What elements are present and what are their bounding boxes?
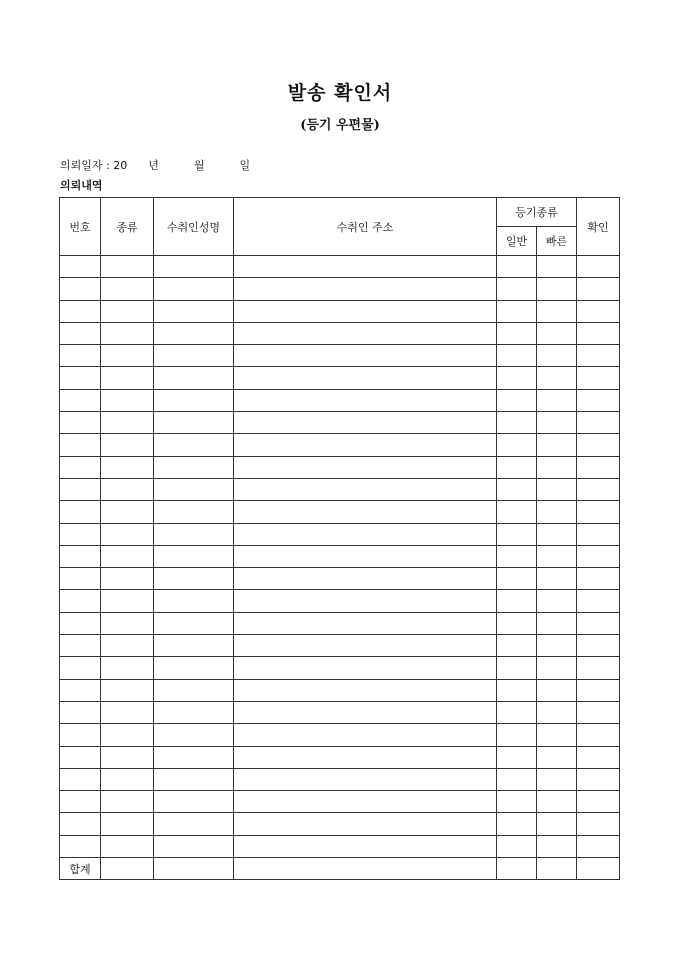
table-cell[interactable] xyxy=(60,835,101,857)
table-row xyxy=(60,724,620,746)
table-row xyxy=(60,612,620,634)
table-cell[interactable] xyxy=(101,434,154,456)
table-cell[interactable] xyxy=(497,389,537,411)
table-cell[interactable] xyxy=(234,300,497,322)
table-cell[interactable] xyxy=(537,612,577,634)
table-cell[interactable] xyxy=(234,389,497,411)
table-cell[interactable] xyxy=(537,635,577,657)
table-cell[interactable] xyxy=(154,367,234,389)
table-row xyxy=(60,746,620,768)
table-cell[interactable] xyxy=(497,679,537,701)
request-date-line xyxy=(60,157,250,173)
table-cell[interactable] xyxy=(577,434,620,456)
table-cell[interactable] xyxy=(537,345,577,367)
table-cell[interactable] xyxy=(234,724,497,746)
table-row xyxy=(60,657,620,679)
table-cell[interactable] xyxy=(577,278,620,300)
table-cell[interactable] xyxy=(60,724,101,746)
table-cell[interactable] xyxy=(537,523,577,545)
table-row xyxy=(60,278,620,300)
table-cell[interactable] xyxy=(60,679,101,701)
table-cell[interactable] xyxy=(154,746,234,768)
table-cell[interactable] xyxy=(234,835,497,857)
table-row xyxy=(60,813,620,835)
table-cell[interactable] xyxy=(497,345,537,367)
table-cell[interactable] xyxy=(234,345,497,367)
table-cell[interactable] xyxy=(537,434,577,456)
table-cell[interactable] xyxy=(577,256,620,278)
table-row xyxy=(60,456,620,478)
table-cell[interactable] xyxy=(234,590,497,612)
table-cell[interactable] xyxy=(234,568,497,590)
table-cell[interactable] xyxy=(577,545,620,567)
table-cell[interactable] xyxy=(577,345,620,367)
table-cell[interactable] xyxy=(577,456,620,478)
table-cell[interactable] xyxy=(60,256,101,278)
total-label: 합계 xyxy=(60,858,101,880)
table-cell[interactable] xyxy=(154,835,234,857)
table-cell[interactable] xyxy=(234,367,497,389)
header-confirm: 확인 xyxy=(577,198,620,256)
table-row xyxy=(60,367,620,389)
table-cell[interactable] xyxy=(101,791,154,813)
table-cell[interactable] xyxy=(101,367,154,389)
table-cell[interactable] xyxy=(154,590,234,612)
table-cell[interactable] xyxy=(577,701,620,723)
request-date-label: 의뢰일자 : 20 xyxy=(60,159,128,172)
table-cell[interactable] xyxy=(234,746,497,768)
table-cell[interactable] xyxy=(537,322,577,344)
table-cell[interactable] xyxy=(537,813,577,835)
table-row xyxy=(60,256,620,278)
total-cell[interactable] xyxy=(101,858,154,880)
table-cell[interactable] xyxy=(577,412,620,434)
table-cell[interactable] xyxy=(537,300,577,322)
total-cell[interactable] xyxy=(497,858,537,880)
table-row xyxy=(60,434,620,456)
table-row xyxy=(60,791,620,813)
table-cell[interactable] xyxy=(101,724,154,746)
table-cell[interactable] xyxy=(60,746,101,768)
table-cell[interactable] xyxy=(497,456,537,478)
table-cell[interactable] xyxy=(154,791,234,813)
table-cell[interactable] xyxy=(537,679,577,701)
table-cell[interactable] xyxy=(537,791,577,813)
table-cell[interactable] xyxy=(101,813,154,835)
table-cell[interactable] xyxy=(497,701,537,723)
header-registered-type: 등기종류 xyxy=(497,198,577,227)
table-cell[interactable] xyxy=(101,768,154,790)
table-cell[interactable] xyxy=(234,412,497,434)
table-cell[interactable] xyxy=(154,345,234,367)
table-cell[interactable] xyxy=(497,278,537,300)
table-cell[interactable] xyxy=(60,478,101,500)
header-general: 일반 xyxy=(497,227,537,256)
table-cell[interactable] xyxy=(101,300,154,322)
table-cell[interactable] xyxy=(497,568,537,590)
table-cell[interactable] xyxy=(101,835,154,857)
table-cell[interactable] xyxy=(537,590,577,612)
table-cell[interactable] xyxy=(537,835,577,857)
table-cell[interactable] xyxy=(577,501,620,523)
table-cell[interactable] xyxy=(234,478,497,500)
table-cell[interactable] xyxy=(577,590,620,612)
table-row xyxy=(60,635,620,657)
table-cell[interactable] xyxy=(101,612,154,634)
table-cell[interactable] xyxy=(577,389,620,411)
table-cell[interactable] xyxy=(234,322,497,344)
table-cell[interactable] xyxy=(154,545,234,567)
table-cell[interactable] xyxy=(154,322,234,344)
table-cell[interactable] xyxy=(60,701,101,723)
table-row xyxy=(60,590,620,612)
table-cell[interactable] xyxy=(537,389,577,411)
table-row xyxy=(60,545,620,567)
table-cell[interactable] xyxy=(101,545,154,567)
table-cell[interactable] xyxy=(234,278,497,300)
table-cell[interactable] xyxy=(497,501,537,523)
table-cell[interactable] xyxy=(537,478,577,500)
table-cell[interactable] xyxy=(537,724,577,746)
table-cell[interactable] xyxy=(101,322,154,344)
table-cell[interactable] xyxy=(234,523,497,545)
table-cell[interactable] xyxy=(101,657,154,679)
table-cell[interactable] xyxy=(577,523,620,545)
month-unit: 월 xyxy=(193,159,205,172)
table-row xyxy=(60,701,620,723)
table-cell[interactable] xyxy=(234,635,497,657)
table-cell[interactable] xyxy=(154,412,234,434)
table-cell[interactable] xyxy=(234,701,497,723)
table-row xyxy=(60,523,620,545)
table-cell[interactable] xyxy=(497,724,537,746)
table-row xyxy=(60,389,620,411)
day-unit: 일 xyxy=(239,159,251,172)
request-details-label: 의뢰내역 xyxy=(60,179,103,192)
table-cell[interactable] xyxy=(60,412,101,434)
table-cell[interactable] xyxy=(497,746,537,768)
table-cell[interactable] xyxy=(577,768,620,790)
table-cell[interactable] xyxy=(154,813,234,835)
table-cell[interactable] xyxy=(60,389,101,411)
header-number: 번호 xyxy=(60,198,101,256)
total-cell[interactable] xyxy=(154,858,234,880)
table-cell[interactable] xyxy=(101,478,154,500)
table-cell[interactable] xyxy=(497,657,537,679)
total-cell[interactable] xyxy=(537,858,577,880)
table-cell[interactable] xyxy=(154,256,234,278)
table-cell[interactable] xyxy=(154,278,234,300)
document-title: 발송 확인서 xyxy=(287,82,393,104)
table-cell[interactable] xyxy=(497,523,537,545)
table-cell[interactable] xyxy=(234,456,497,478)
table-row xyxy=(60,300,620,322)
table-cell[interactable] xyxy=(154,501,234,523)
table-cell[interactable] xyxy=(577,835,620,857)
table-cell[interactable] xyxy=(60,657,101,679)
table-cell[interactable] xyxy=(537,768,577,790)
table-cell[interactable] xyxy=(101,345,154,367)
table-cell[interactable] xyxy=(101,679,154,701)
table-cell[interactable] xyxy=(497,434,537,456)
table-cell[interactable] xyxy=(154,679,234,701)
table-cell[interactable] xyxy=(234,813,497,835)
table-cell[interactable] xyxy=(101,635,154,657)
table-cell[interactable] xyxy=(497,367,537,389)
table-cell[interactable] xyxy=(577,367,620,389)
table-cell[interactable] xyxy=(577,568,620,590)
table-cell[interactable] xyxy=(154,701,234,723)
table-cell[interactable] xyxy=(101,523,154,545)
table-cell[interactable] xyxy=(60,590,101,612)
table-cell[interactable] xyxy=(577,679,620,701)
table-cell[interactable] xyxy=(154,768,234,790)
table-cell[interactable] xyxy=(497,300,537,322)
table-cell[interactable] xyxy=(60,278,101,300)
table-body xyxy=(60,256,620,880)
table-cell[interactable] xyxy=(497,590,537,612)
header-express: 빠른 xyxy=(537,227,577,256)
table-cell[interactable] xyxy=(497,791,537,813)
table-cell[interactable] xyxy=(101,501,154,523)
table-cell[interactable] xyxy=(497,545,537,567)
table-row xyxy=(60,679,620,701)
table-cell[interactable] xyxy=(60,367,101,389)
table-cell[interactable] xyxy=(577,791,620,813)
table-cell[interactable] xyxy=(497,322,537,344)
header-recipient-name: 수취인성명 xyxy=(154,198,234,256)
table-cell[interactable] xyxy=(537,256,577,278)
table-cell[interactable] xyxy=(577,612,620,634)
table-cell[interactable] xyxy=(234,768,497,790)
table-cell[interactable] xyxy=(101,701,154,723)
table-cell[interactable] xyxy=(234,501,497,523)
table-row xyxy=(60,322,620,344)
table-cell[interactable] xyxy=(234,434,497,456)
table-cell[interactable] xyxy=(154,389,234,411)
table-cell[interactable] xyxy=(537,456,577,478)
table-row xyxy=(60,768,620,790)
table-cell[interactable] xyxy=(497,813,537,835)
table-cell[interactable] xyxy=(234,545,497,567)
table-cell[interactable] xyxy=(577,322,620,344)
table-cell[interactable] xyxy=(60,768,101,790)
table-cell[interactable] xyxy=(101,590,154,612)
table-cell[interactable] xyxy=(154,478,234,500)
table-cell[interactable] xyxy=(537,701,577,723)
table-cell[interactable] xyxy=(154,657,234,679)
table-cell[interactable] xyxy=(577,724,620,746)
table-cell[interactable] xyxy=(60,456,101,478)
table-cell[interactable] xyxy=(537,545,577,567)
table-cell[interactable] xyxy=(60,791,101,813)
table-cell[interactable] xyxy=(154,300,234,322)
table-cell[interactable] xyxy=(154,434,234,456)
table-cell[interactable] xyxy=(60,501,101,523)
table-cell[interactable] xyxy=(497,835,537,857)
table-cell[interactable] xyxy=(497,768,537,790)
table-row xyxy=(60,478,620,500)
table-cell[interactable] xyxy=(154,456,234,478)
table-cell[interactable] xyxy=(577,813,620,835)
table-row xyxy=(60,835,620,857)
table-cell[interactable] xyxy=(60,635,101,657)
table-cell[interactable] xyxy=(537,412,577,434)
header-type: 종류 xyxy=(101,198,154,256)
table-cell[interactable] xyxy=(60,322,101,344)
table-row xyxy=(60,345,620,367)
table-cell[interactable] xyxy=(234,791,497,813)
table-cell[interactable] xyxy=(577,300,620,322)
table-row xyxy=(60,412,620,434)
table-cell[interactable] xyxy=(154,724,234,746)
table-cell[interactable] xyxy=(577,746,620,768)
total-row xyxy=(60,858,620,880)
table-cell[interactable] xyxy=(497,612,537,634)
table-cell[interactable] xyxy=(234,612,497,634)
table-cell[interactable] xyxy=(101,568,154,590)
total-cell[interactable] xyxy=(577,858,620,880)
table-cell[interactable] xyxy=(101,389,154,411)
table-cell[interactable] xyxy=(154,635,234,657)
table-cell[interactable] xyxy=(60,545,101,567)
table-cell[interactable] xyxy=(577,478,620,500)
table-cell[interactable] xyxy=(101,412,154,434)
table-cell[interactable] xyxy=(101,456,154,478)
table-cell[interactable] xyxy=(60,612,101,634)
table-row xyxy=(60,501,620,523)
table-cell[interactable] xyxy=(154,568,234,590)
table-cell[interactable] xyxy=(537,657,577,679)
total-cell[interactable] xyxy=(234,858,497,880)
table-cell[interactable] xyxy=(234,679,497,701)
table-cell[interactable] xyxy=(234,657,497,679)
table-cell[interactable] xyxy=(154,523,234,545)
table-cell[interactable] xyxy=(537,278,577,300)
shipment-table xyxy=(59,197,620,880)
table-cell[interactable] xyxy=(60,523,101,545)
table-cell[interactable] xyxy=(497,256,537,278)
year-unit: 년 xyxy=(148,159,159,172)
table-cell[interactable] xyxy=(60,813,101,835)
table-cell[interactable] xyxy=(101,256,154,278)
document-subtitle: (등기 우편물) xyxy=(300,118,380,133)
table-cell[interactable] xyxy=(577,657,620,679)
table-cell[interactable] xyxy=(101,746,154,768)
table-cell[interactable] xyxy=(101,278,154,300)
table-cell[interactable] xyxy=(537,746,577,768)
table-cell[interactable] xyxy=(60,568,101,590)
table-cell[interactable] xyxy=(60,434,101,456)
table-cell[interactable] xyxy=(537,367,577,389)
table-cell[interactable] xyxy=(60,345,101,367)
table-cell[interactable] xyxy=(497,478,537,500)
table-cell[interactable] xyxy=(60,300,101,322)
table-cell[interactable] xyxy=(497,412,537,434)
table-row xyxy=(60,568,620,590)
table-cell[interactable] xyxy=(497,635,537,657)
header-recipient-address: 수취인 주소 xyxy=(234,198,497,256)
table-cell[interactable] xyxy=(154,612,234,634)
table-cell[interactable] xyxy=(577,635,620,657)
table-cell[interactable] xyxy=(537,568,577,590)
table-cell[interactable] xyxy=(537,501,577,523)
table-cell[interactable] xyxy=(234,256,497,278)
